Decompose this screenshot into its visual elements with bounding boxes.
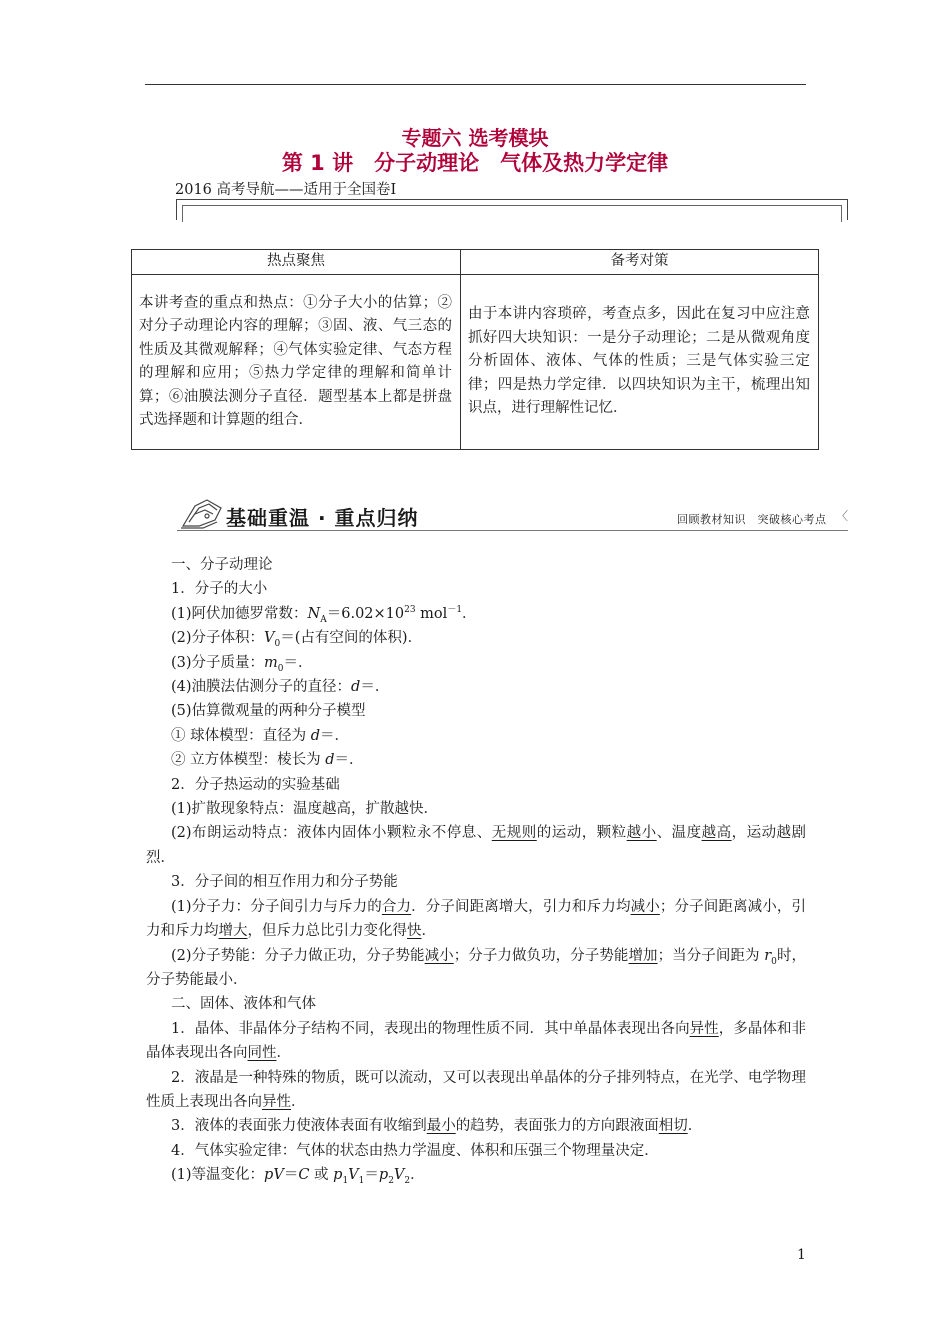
- main-content: [146, 553, 806, 1188]
- nav-frame-inner: [182, 205, 842, 222]
- banner-title: 基础重温 · 重点归纳: [226, 506, 419, 530]
- chapter-title: 专题六 选考模块: [401, 126, 549, 150]
- list-item: (2)布朗运动特点：液体内固体小颗粒永不停息、无规则的运动，颗粒越小、温度越高，运动越剧烈．: [146, 825, 807, 866]
- list-item: (1)扩散现象特点：温度越高，扩散越快．: [171, 801, 439, 818]
- subsection-heading: 1．分子的大小: [171, 581, 268, 598]
- table-cell-hotspots: 本讲考查的重点和热点：①分子大小的估算；②对分子动理论内容的理解；③固、液、气三态的性质及其微观解释；④气体实验定律、气态方程的理解和应用；⑤热力学定律的理解和简单计算；⑥油膜法测分子直径．题型基本上都是拼盘式选择题和计算题的组合．: [132, 275, 461, 450]
- section-heading: 一、分子动理论: [171, 557, 273, 573]
- list-item: 1．晶体、非晶体分子结构不同，表现出的物理性质不同．其中单晶体表现出各向异性，多晶体和非晶体表现出各向同性．: [146, 1020, 806, 1062]
- banner-subtitle: 回顾教材知识 突破核心考点: [677, 513, 827, 526]
- lecture-title: 第 1 讲 分子动理论 气体及热力学定律: [281, 151, 669, 175]
- list-item: 4．气体实验定律：气体的状态由热力学温度、体积和压强三个物理量决定．: [171, 1142, 659, 1159]
- list-item: (5)估算微观量的两种分子模型: [171, 703, 366, 720]
- list-item: (1)等温变化：pV＝C 或 $p_1V_1=p_2V_2$．: [171, 1167, 425, 1187]
- table-cell-strategy: 由于本讲内容琐碎，考查点多，因此在复习中应注意抓好四大块知识：一是分子动理论；二是从微观角度分析固体、液体、气体的性质；三是气体实验三定律；四是热力学定律．以四块知识为主干，梳理出知识点，进行理解性记忆．: [461, 275, 819, 450]
- subsection-heading: 3．分子间的相互作用力和分子势能: [171, 874, 398, 891]
- section-heading: 二、固体、液体和气体: [171, 996, 316, 1013]
- list-item: ① 球体模型：直径为 d＝．: [171, 727, 350, 744]
- list-item: (3)分子质量：$m_0=$．: [171, 654, 313, 674]
- list-item: (1)阿伏加德罗常数：$N_A=6.02\times 10^{23}$ mol$^{-1}$．: [171, 604, 477, 625]
- list-item: (1)分子力：分子间引力与斥力的合力．分子间距离增大，引力和斥力均减小；分子间距离减小，引力和斥力均增大，但斥力总比引力变化得快．: [146, 898, 807, 940]
- subsection-heading: 2．分子热运动的实验基础: [171, 776, 340, 793]
- list-item: (2)分子势能：分子力做正功，分子势能减小；分子力做负功，分子势能增加；当分子间距为 $r_0$时，分子势能最小．: [146, 947, 807, 988]
- list-item: (4)油膜法估测分子的直径：d＝．: [171, 679, 390, 696]
- list-item: ② 立方体模型：棱长为 d＝．: [171, 752, 364, 769]
- hotspot-strategy-table: [131, 249, 819, 450]
- list-item: (2)分子体积：$V_0=$(占有空间的体积)．: [171, 630, 423, 650]
- exam-navigation-label: 2016 高考导航——适用于全国卷Ⅰ: [175, 182, 397, 198]
- table-header-strategy: 备考对策: [461, 250, 819, 275]
- list-item: 2．液晶是一种特殊的物质，既可以流动，又可以表现出单晶体的分子排列特点，在光学、电学物理性质上表现出各向异性．: [146, 1069, 806, 1110]
- chevron-left-icon: 〈: [836, 509, 849, 523]
- list-item: 3．液体的表面张力使液体表面有收缩到最小的趋势，表面张力的方向跟液面相切．: [171, 1118, 703, 1135]
- top-rule: [145, 84, 806, 85]
- page-number: 1: [797, 1247, 806, 1263]
- table-header-hotspots: 热点聚焦: [132, 250, 461, 275]
- book-hands-icon: [181, 500, 221, 528]
